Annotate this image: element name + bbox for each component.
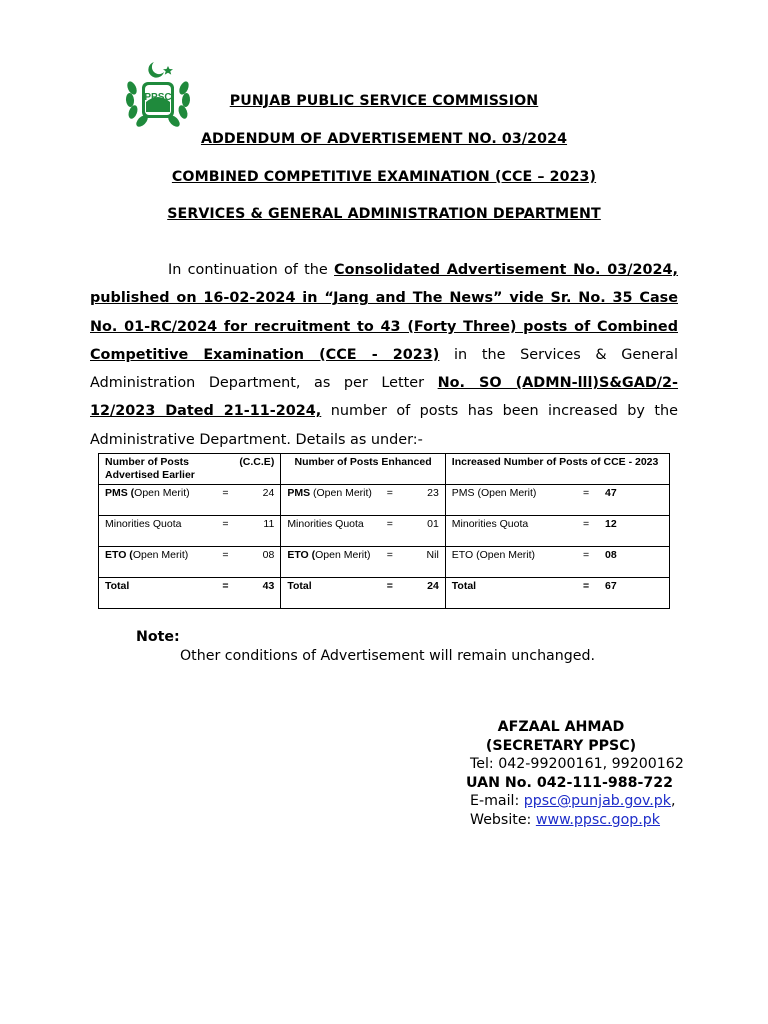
website-line: Website: www.ppsc.gop.pk [470, 811, 661, 828]
table-header-row [99, 454, 670, 485]
body-text-3: number of posts has been increased by the Administrative Department. Details as under:- [90, 403, 679, 448]
header-earlier: Number of Posts (C.C.E) Advertised Earlier [99, 454, 281, 485]
department-title: SERVICES & GENERAL ADMINISTRATION DEPARTMENT [167, 206, 601, 222]
website-link[interactable]: www.ppsc.gop.pk [535, 811, 661, 828]
table-row: PMS (Open Merit) = 24 PMS (Open Merit) = 23 PMS (Open Merit) = 47 [99, 485, 670, 516]
body-paragraph [90, 256, 678, 454]
telephone: Tel: 042-99200161, 99200162 [470, 756, 684, 772]
note-label: Note: [136, 629, 180, 645]
signatory-title: (SECRETARY PPSC) [485, 737, 637, 754]
email-line: E-mail: ppsc@punjab.gov.pk, [470, 793, 676, 809]
addendum-title: ADDENDUM OF ADVERTISEMENT NO. 03/2024 [200, 131, 568, 147]
header-increased: Increased Number of Posts of CCE - 2023 [445, 454, 669, 485]
body-text-1: In continuation of the [168, 262, 328, 278]
body-text-2: in the Services & General Administration Department, as per Letter [90, 346, 678, 392]
letter-reference: No. SO (ADMN-lll)S&GAD/2-12/2023 Dated 21-11-2024, [90, 375, 679, 420]
table-total-row: Total = 43 Total = 24 Total = 67 [99, 578, 670, 609]
note-text: Other conditions of Advertisement will remain unchanged. [180, 648, 595, 664]
advertisement-reference: Consolidated Advertisement No. 03/2024, published on 16-02-2024 in “Jang and The News” vide Sr. No. 35 Case No. 01-RC/2024 for recruitment to 43 (Forty Three) posts of Combined Competitive Examination (CCE - 2023) [90, 262, 679, 363]
posts-table [98, 453, 670, 609]
organization-title: PUNJAB PUBLIC SERVICE COMMISSION [229, 93, 539, 109]
email-link[interactable]: ppsc@punjab.gov.pk [523, 793, 672, 809]
uan-number: UAN No. 042-111-988-722 [466, 774, 673, 791]
table-row: Minorities Quota = 11 Minorities Quota = 01 Minorities Quota = 12 [99, 516, 670, 547]
header-enhanced: Number of Posts Enhanced [281, 454, 445, 485]
svg-text:PPSC: PPSC [144, 92, 172, 103]
table-row: ETO (Open Merit) = 08 ETO (Open Merit) = Nil ETO (Open Merit) = 08 [99, 547, 670, 578]
exam-title: COMBINED COMPETITIVE EXAMINATION (CCE – 2023) [171, 169, 597, 185]
signatory-name: AFZAAL AHMAD [497, 719, 625, 735]
signature-block [466, 718, 686, 829]
